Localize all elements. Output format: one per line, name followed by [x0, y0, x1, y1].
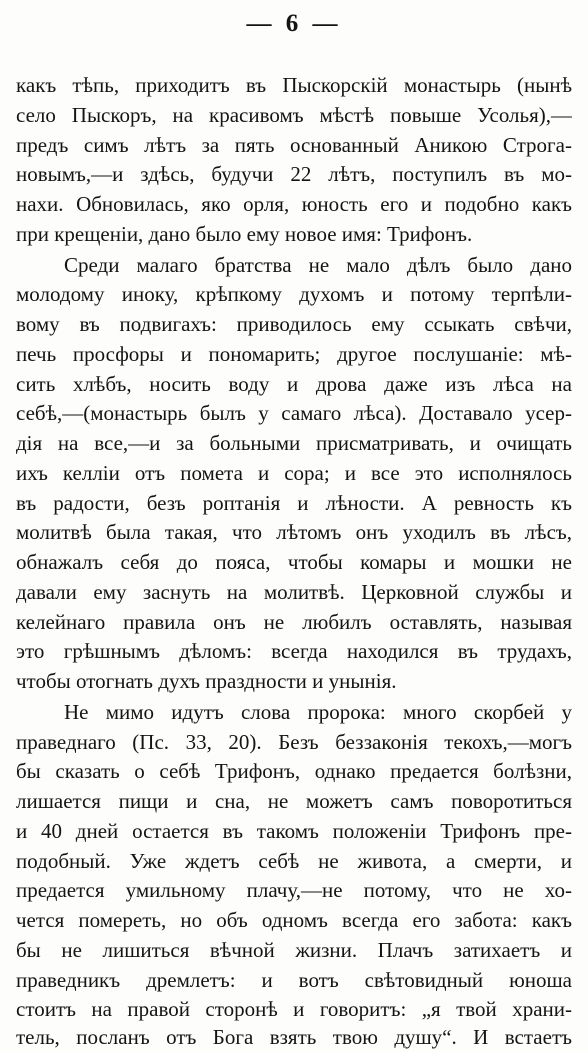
- text-line: въ радости, безъ роптанія и лѣности. А ревность къ: [16, 491, 572, 515]
- page-number: — 6 —: [246, 10, 342, 37]
- text-line: чется помереть, но объ одномъ всегда его забота: какъ: [16, 908, 572, 932]
- text-line: бы не лишиться вѣчной жизни. Плачъ затихаетъ и: [16, 938, 572, 962]
- text-line: стоитъ на правой сторонѣ и говоритъ: „я твой храни-: [16, 997, 572, 1021]
- text-line: подобный. Уже ждетъ себѣ не живота, а смерти, и: [16, 849, 572, 873]
- text-line: себѣ,—(монастырь былъ у самаго лѣса). Доставало усер-: [16, 401, 572, 425]
- text-line: давали ему заснуть на молитвѣ. Церковной службы и: [16, 580, 572, 604]
- text-line: это грѣшнымъ дѣломъ: всегда находился въ трудахъ,: [16, 639, 572, 663]
- text-line: новымъ,—и здѣсь, будучи 22 лѣтъ, поступилъ въ мо-: [16, 162, 572, 186]
- text-line: обнажалъ себя до пояса, чтобы комары и мошки не: [16, 550, 572, 574]
- text-line: тель, посланъ отъ Бога взять твою душу“. И встаетъ: [16, 1025, 572, 1049]
- text-line: сить хлѣбъ, носить воду и дрова даже изъ лѣса на: [16, 372, 572, 396]
- text-line: праведникъ дремлетъ: и вотъ свѣтовидный юноша: [16, 968, 572, 992]
- text-line: село Пыскоръ, на красивомъ мѣстѣ повыше Усолья),—: [16, 103, 572, 127]
- text-line: предъ симъ лѣтъ за пять основанный Аникою Строга-: [16, 133, 572, 157]
- text-line: дія на все,—и за больными присматривать, и очищать: [16, 431, 572, 455]
- text-line: чтобы отогнать духъ праздности и унынія.: [16, 669, 397, 693]
- text-line: вому въ подвигахъ: приводилось ему ссыкать свѣчи,: [16, 312, 572, 336]
- text-line: ихъ келліи отъ помета и сора; и все это исполнялось: [16, 461, 572, 485]
- text-line: бы сказать о себѣ Трифонъ, однако предается болѣзни,: [16, 759, 572, 783]
- text-line: нахи. Обновилась, яко орля, юность его и подобно какъ: [16, 192, 572, 216]
- text-line: келейнаго правила онъ не любилъ оставлять, называя: [16, 610, 572, 634]
- text-line: какъ тѣпь, приходитъ въ Пыскорскій монастырь (нынѣ: [16, 73, 572, 97]
- text-line: праведнаго (Пс. 33, 20). Безъ беззаконія текохъ,—могъ: [16, 730, 572, 754]
- text-line: печь просфоры и пономарить; другое послушаніе: мѣ-: [16, 342, 572, 366]
- paragraph-start-line: Среди малаго братства не мало дѣлъ было дано: [64, 253, 572, 277]
- text-line: молитвѣ была такая, что лѣтомъ онъ уходилъ въ лѣсъ,: [16, 520, 572, 544]
- text-line: молодому иноку, крѣпкому духомъ и потому терпѣли-: [16, 282, 572, 306]
- text-line: при крещеніи, дано было ему новое имя: Трифонъ.: [16, 222, 473, 246]
- paragraph-start-line: Не мимо идутъ слова пророка: много скорбей у: [64, 700, 572, 724]
- text-line: и 40 дней остается въ такомъ положеніи Трифонъ пре-: [16, 819, 572, 843]
- text-line: предается умильному плачу,—не потому, что не хо-: [16, 878, 572, 902]
- text-line: лишается пищи и сна, не можетъ самъ поворотиться: [16, 789, 572, 813]
